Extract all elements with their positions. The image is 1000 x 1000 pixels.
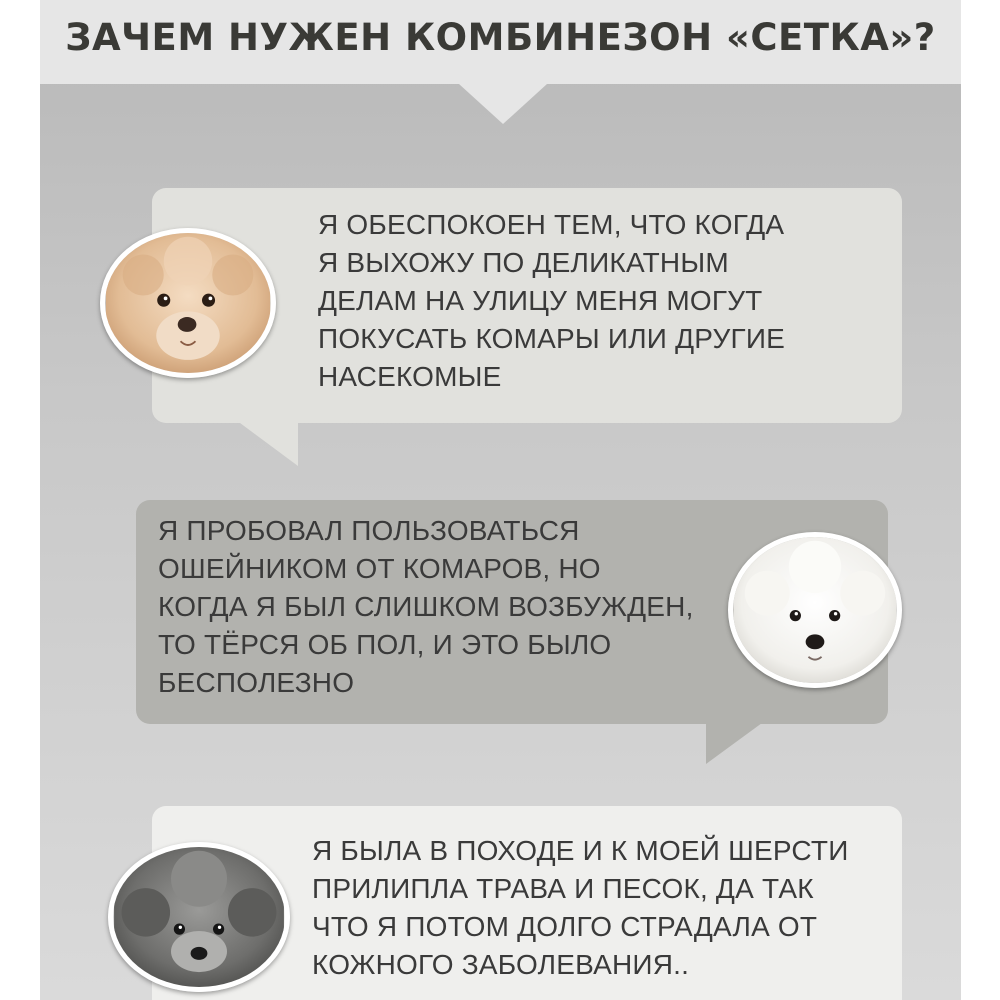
speech-bubble-1-tail bbox=[236, 420, 298, 466]
bubble-line: Я ОБЕСПОКОЕН ТЕМ, ЧТО КОГДА bbox=[318, 209, 785, 240]
header-notch bbox=[459, 84, 547, 124]
bubble-line: ДЕЛАМ НА УЛИЦУ МЕНЯ МОГУТ bbox=[318, 285, 763, 316]
bubble-line: КОЖНОГО ЗАБОЛЕВАНИЯ.. bbox=[312, 949, 690, 980]
speech-bubble-3-text bbox=[312, 832, 849, 984]
speech-bubble-1-text bbox=[318, 206, 785, 396]
speech-bubble-2-text bbox=[158, 512, 694, 702]
apricot-poodle-icon bbox=[100, 228, 276, 378]
bubble-line: Я БЫЛА В ПОХОДЕ И К МОЕЙ ШЕРСТИ bbox=[312, 835, 849, 866]
bubble-line: Я ВЫХОЖУ ПО ДЕЛИКАТНЫМ bbox=[318, 247, 729, 278]
bubble-line: КОГДА Я БЫЛ СЛИШКОМ ВОЗБУЖДЕН, bbox=[158, 591, 694, 622]
bubble-line: ОШЕЙНИКОМ ОТ КОМАРОВ, НО bbox=[158, 553, 601, 584]
bubble-line: ТО ТЁРСЯ ОБ ПОЛ, И ЭТО БЫЛО bbox=[158, 629, 612, 660]
bubble-line: ЧТО Я ПОТОМ ДОЛГО СТРАДАЛА ОТ bbox=[312, 911, 818, 942]
bubble-line: ПОКУСАТЬ КОМАРЫ ИЛИ ДРУГИЕ bbox=[318, 323, 786, 354]
bubble-line: Я ПРОБОВАЛ ПОЛЬЗОВАТЬСЯ bbox=[158, 515, 580, 546]
page-title: ЗАЧЕМ НУЖЕН КОМБИНЕЗОН «СЕТКА»? bbox=[65, 16, 936, 59]
grey-poodle-icon bbox=[108, 842, 290, 992]
bubble-line: НАСЕКОМЫЕ bbox=[318, 361, 502, 392]
speech-bubble-2-tail bbox=[706, 720, 766, 764]
bubble-line: БЕСПОЛЕЗНО bbox=[158, 667, 355, 698]
white-bichon-icon bbox=[728, 532, 902, 688]
bubble-line: ПРИЛИПЛА ТРАВА И ПЕСОК, ДА ТАК bbox=[312, 873, 814, 904]
